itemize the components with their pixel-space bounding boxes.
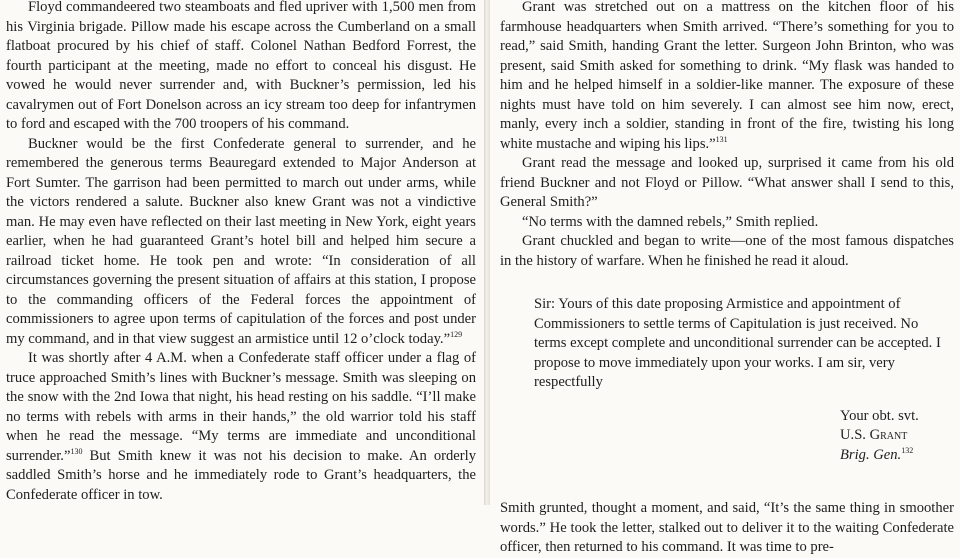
dispatch-body: Sir: Yours of this date proposing Armistice and appointment of Commissioners to settle terms of Capitulation is just received. No terms except complete and unconditional surrender can be accepted. I propose to move immediately upon your works. I am sir, very respectfully bbox=[534, 296, 941, 390]
paragraph-floyd-escape: Floyd commandeered two steamboats and fled upriver with 1,500 men from his Virginia brigade. Pillow made his escape across the Cumberland on a small flatboat procured by his chief of staff. Colonel Nathan Bedford Forrest, the fourth participant at the meeting, made no effort to conceal his disgust. He vowed he would never surrender and, with Buckner’s permission, led his cavalrymen out of Fort Donelson across an icy stream too deep for infantrymen to ford and escaped with the 700 troopers of his command. bbox=[6, 0, 476, 132]
footnote-ref-131: 131 bbox=[715, 134, 728, 144]
dispatch-closing: Your obt. svt. bbox=[840, 407, 919, 424]
paragraph-grant-reads: Grant read the message and looked up, surprised it came from his old friend Buckner and not Floyd or Pillow. “What answer shall I send to this, General Smith?” bbox=[500, 155, 954, 210]
paragraph-grant-writes: Grant chuckled and began to write—one of the most famous dispatches in the history of warfare. When he finished he read it aloud. bbox=[500, 233, 954, 269]
left-page bbox=[0, 0, 486, 505]
footnote-ref-130: 130 bbox=[70, 446, 83, 456]
footnote-ref-132: 132 bbox=[901, 445, 914, 455]
footnote-ref-129: 129 bbox=[450, 329, 463, 339]
paragraph-grant-mattress: Grant was stretched out on a mattress on the kitchen floor of his farmhouse headquarters when Smith arrived. “There’s something for you to read,” said Smith, handing Grant the letter. Surgeon John Brinton, who was present, said Smith asked for something to drink. “My flask was handed to him and he helped himself in a soldier-like manner. The exposure of these nights must have told on him severely. I can almost see him now, erect, manly, every inch a soldier, standing in front of the fire, twisting his long white mustache and wiping his lips.”$^{131}$ bbox=[500, 0, 954, 152]
dispatch-signature: U.S. Grant bbox=[840, 427, 908, 443]
paragraph-smith-grunted: Smith grunted, thought a moment, and said, “It’s the same thing in smoother words.” He took the letter, stalked out to deliver it to the waiting Confederate officer, then returned to his command. It was time to pre- bbox=[500, 500, 954, 555]
right-page bbox=[490, 0, 960, 555]
dispatch-signature-block bbox=[500, 407, 954, 466]
grant-dispatch bbox=[534, 295, 954, 393]
dispatch-rank: Brig. Gen.$^{132}$ bbox=[840, 445, 914, 463]
paragraph-buckner-surrender: Buckner would be the first Confederate general to surrender, and he remembered the generous terms Beauregard extended to Major Anderson at Fort Sumter. The garrison had been permitted to march out under arms, while the victors rendered a salute. Buckner also knew Grant was not a vindictive man. He may even have reflected on their last meeting in New York, eight years earlier, when he had guaranteed Grant’s hotel bill and helped him secure a railroad ticket home. He took pen and wrote: “In consideration of all circumstances governing the present situation of affairs at this station, I propose to the commanding officers of the Federal forces the appointment of commissioners to agree upon terms of capitulation of the forces and post under my command, and in that view suggest an armistice until 12 o’clock today.”$^{129}$ bbox=[6, 135, 476, 347]
paragraph-smith-reply: “No terms with the damned rebels,” Smith replied. bbox=[522, 213, 819, 230]
paragraph-smith-message: It was shortly after 4 A.M. when a Confederate staff officer under a flag of truce approached Smith’s lines with Buckner’s message. Smith was sleeping on the snow with the 2nd Iowa that night, his head resting on his saddle. “I’ll make no terms with rebels with arms in their hands,” the old warrior told his staff when he read the message. “My terms are immediate and unconditional surrender.”$^{130}$ But Smith knew it was not his decision to make. An orderly saddled Smith’s horse and he immediately rode to Grant’s headquarters, the Confederate officer in tow. bbox=[6, 350, 476, 503]
